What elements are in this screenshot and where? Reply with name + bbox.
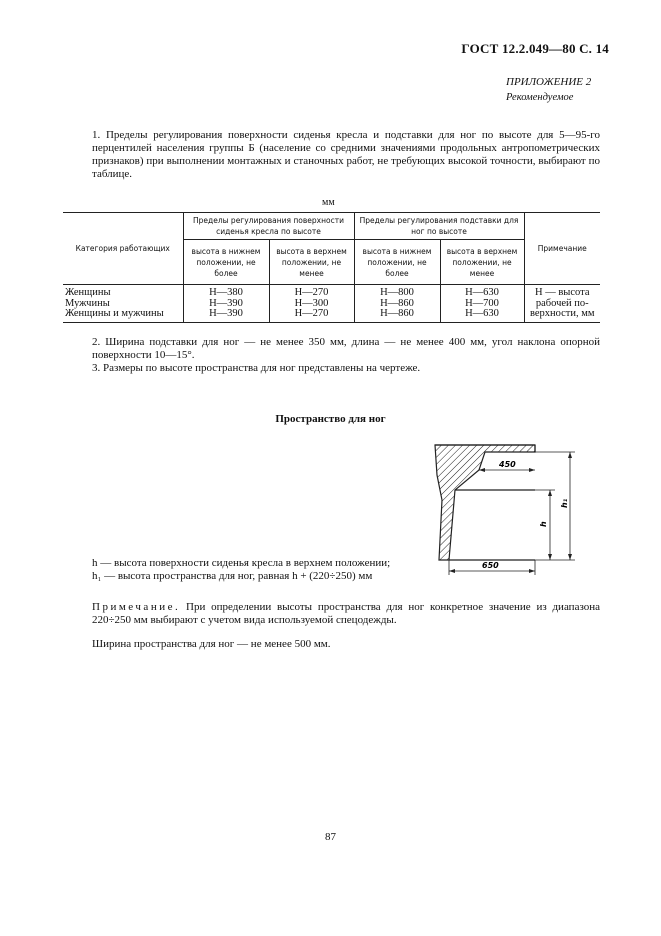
col-category-header: Категория работающих (63, 213, 183, 285)
paragraph-5: Ширина пространства для ног — не менее 500 мм. (92, 638, 331, 650)
paragraph-1 (92, 129, 600, 181)
group-footrest-header: Пределы регулирования подставки для ног по высоте (354, 213, 524, 240)
definition-h: h — высота поверхности сиденья кресла в верхнем положении; (92, 557, 391, 569)
dim-650-arrow-right (529, 569, 535, 573)
cell-seat-low: H—380 (183, 285, 269, 299)
table-unit: мм (322, 197, 335, 208)
cell-note: рабочей по- (524, 299, 600, 310)
hatched-structure (435, 445, 535, 560)
cell-seat-high: H—270 (269, 285, 354, 299)
cell-category: Женщины (63, 285, 183, 299)
note-paragraph (92, 601, 600, 627)
cell-foot-low: H—860 (354, 299, 440, 310)
dim-h1-arrow-top (568, 452, 572, 458)
dim-h1-label: h₁ (560, 498, 569, 508)
definition-h1: h₁ — высота пространства для ног, равная h + (220÷250) мм (92, 570, 373, 582)
cell-seat-low: H—390 (183, 309, 269, 322)
cell-foot-high: H—630 (440, 285, 524, 299)
symbol-definitions (92, 557, 390, 583)
dim-650-arrow-left (449, 569, 455, 573)
note-text: При определении высоты пространства для ног конкретное значение из диапазона 220÷250 мм выбирают с учетом вида используемой спецодежды. (92, 601, 600, 626)
sub-header-foot-upper: высота в верхнем положении, не менее (440, 240, 524, 285)
figure-title: Пространство для ног (275, 413, 386, 425)
paragraph-3: 3. Размеры по высоте пространства для ног представлены на чертеже. (92, 362, 421, 374)
regulation-table (63, 212, 600, 323)
cell-category: Женщины и мужчины (63, 309, 183, 322)
cell-foot-high: H—630 (440, 309, 524, 322)
note-label: Примечание. (92, 601, 181, 613)
paragraph-2: 2. Ширина подставки для ног — не менее 350 мм, длина — не менее 400 мм, угол наклона опорной поверхности 10—15°. (92, 336, 600, 361)
dim-450-label: 450 (499, 460, 516, 469)
dim-650-label: 650 (482, 561, 499, 570)
table-row (63, 285, 600, 299)
sub-header-seat-upper: высота в верхнем положении, не менее (269, 240, 354, 285)
appendix-title: ПРИЛОЖЕНИЕ 2 (506, 76, 592, 88)
dim-h-arrow-top (548, 490, 552, 496)
legroom-drawing (425, 440, 600, 585)
table-row (63, 309, 600, 322)
document-header: ГОСТ 12.2.049—80 С. 14 (461, 41, 609, 56)
cell-foot-low: H—800 (354, 285, 440, 299)
cell-note: H — высота (524, 285, 600, 299)
cell-foot-high: H—700 (440, 299, 524, 310)
cell-note: верхности, мм (524, 309, 600, 322)
sub-header-foot-lower: высота в нижнем положении, не более (354, 240, 440, 285)
col-note-header: Примечание (524, 213, 600, 285)
dim-450-arrow-right (529, 468, 535, 472)
dim-h-label: h (539, 521, 548, 527)
cell-seat-high: H—270 (269, 309, 354, 322)
cell-seat-high: H—300 (269, 299, 354, 310)
paragraph-1-text: 1. Пределы регулирования поверхности сиденья кресла и подставки для ног по высоте для 5—95-го перцентилей населения группы Б (население со средними значениями продольных антропометрических признаков) при выполнении монтажных и станочных работ, не требующих высокой точности, выбирают по таблице. (92, 129, 600, 180)
appendix-subtitle: Рекомендуемое (506, 92, 574, 103)
dim-h1-arrow-bottom (568, 554, 572, 560)
cell-foot-low: H—860 (354, 309, 440, 322)
cell-seat-low: H—390 (183, 299, 269, 310)
group-seat-header: Пределы регулирования поверхности сиденья кресла по высоте (183, 213, 354, 240)
sub-header-seat-lower: высота в нижнем положении, не более (183, 240, 269, 285)
cell-category: Мужчины (63, 299, 183, 310)
page-number: 87 (325, 831, 336, 843)
dim-h-arrow-bottom (548, 554, 552, 560)
